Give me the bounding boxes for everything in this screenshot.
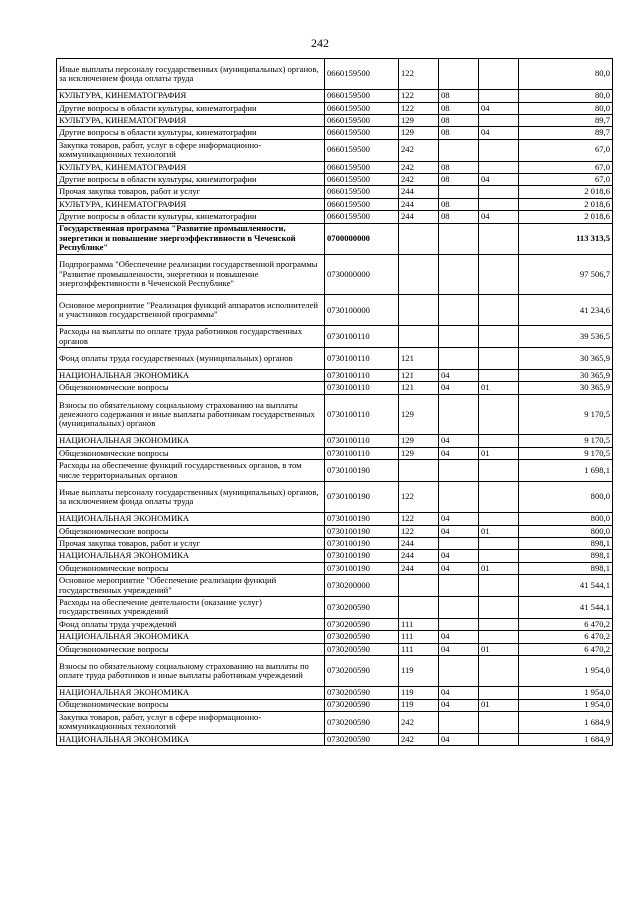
- row-expense-type: 119: [399, 655, 439, 686]
- row-target-code: 0730200590: [325, 687, 399, 699]
- row-section: 04: [439, 435, 479, 447]
- table-row: [57, 102, 613, 114]
- row-subsection: [479, 460, 519, 482]
- row-expense-type: 119: [399, 687, 439, 699]
- row-subsection: [479, 513, 519, 525]
- row-section: 04: [439, 687, 479, 699]
- row-expense-type: 111: [399, 643, 439, 655]
- row-target-code: 0700000000: [325, 223, 399, 254]
- row-section: 08: [439, 198, 479, 210]
- row-section: [439, 186, 479, 198]
- row-section: [439, 482, 479, 513]
- row-name: НАЦИОНАЛЬНАЯ ЭКОНОМИКА: [57, 733, 325, 745]
- row-subsection: 01: [479, 525, 519, 537]
- row-name: Иные выплаты персоналу государственных (муниципальных) органов, за исключением фонда оплаты труда: [57, 482, 325, 513]
- table-row: [57, 699, 613, 711]
- row-subsection: [479, 596, 519, 618]
- row-target-code: 0730100110: [325, 326, 399, 348]
- row-amount: 89,7: [519, 127, 613, 139]
- table-row: [57, 655, 613, 686]
- row-target-code: 0660159500: [325, 59, 399, 90]
- row-subsection: [479, 198, 519, 210]
- row-target-code: 0730100000: [325, 295, 399, 326]
- row-amount: 41 544,1: [519, 575, 613, 597]
- row-expense-type: 111: [399, 618, 439, 630]
- table-row: [57, 447, 613, 459]
- table-row: [57, 326, 613, 348]
- row-expense-type: [399, 326, 439, 348]
- table-row: [57, 711, 613, 733]
- table-row: [57, 370, 613, 382]
- row-target-code: 0730200590: [325, 655, 399, 686]
- row-subsection: [479, 435, 519, 447]
- row-target-code: 0730200000: [325, 575, 399, 597]
- table-row: [57, 631, 613, 643]
- row-target-code: 0660159500: [325, 186, 399, 198]
- row-expense-type: 129: [399, 394, 439, 435]
- table-row: [57, 482, 613, 513]
- row-target-code: 0660159500: [325, 139, 399, 161]
- row-subsection: [479, 537, 519, 549]
- row-subsection: [479, 733, 519, 745]
- row-expense-type: 122: [399, 102, 439, 114]
- row-name: Фонд оплаты труда учреждений: [57, 618, 325, 630]
- table-row: [57, 643, 613, 655]
- row-amount: 67,0: [519, 161, 613, 173]
- row-name: Фонд оплаты труда государственных (муниципальных) органов: [57, 348, 325, 370]
- row-section: [439, 326, 479, 348]
- row-target-code: 0660159500: [325, 127, 399, 139]
- row-expense-type: 121: [399, 382, 439, 394]
- row-target-code: 0730200590: [325, 711, 399, 733]
- table-row: [57, 348, 613, 370]
- row-name: Общеэкономические вопросы: [57, 699, 325, 711]
- row-expense-type: 242: [399, 161, 439, 173]
- row-section: [439, 223, 479, 254]
- row-section: 04: [439, 447, 479, 459]
- table-row: [57, 198, 613, 210]
- row-amount: 30 365,9: [519, 382, 613, 394]
- row-amount: 41 544,1: [519, 596, 613, 618]
- row-name: КУЛЬТУРА, КИНЕМАТОГРАФИЯ: [57, 90, 325, 102]
- row-subsection: [479, 394, 519, 435]
- table-row: [57, 596, 613, 618]
- row-expense-type: 119: [399, 699, 439, 711]
- row-amount: 89,7: [519, 114, 613, 126]
- row-amount: 80,0: [519, 102, 613, 114]
- row-name: НАЦИОНАЛЬНАЯ ЭКОНОМИКА: [57, 435, 325, 447]
- row-target-code: 0660159500: [325, 211, 399, 223]
- row-section: [439, 575, 479, 597]
- table-row: [57, 127, 613, 139]
- row-expense-type: 129: [399, 127, 439, 139]
- table-row: [57, 161, 613, 173]
- page-number: 242: [311, 36, 329, 50]
- row-target-code: 0730100110: [325, 435, 399, 447]
- row-amount: 898,1: [519, 550, 613, 562]
- row-section: [439, 537, 479, 549]
- table-row: [57, 562, 613, 574]
- row-expense-type: 122: [399, 525, 439, 537]
- row-expense-type: 242: [399, 139, 439, 161]
- row-name: Иные выплаты персоналу государственных (муниципальных) органов, за исключением фонда оплаты труда: [57, 59, 325, 90]
- row-expense-type: 122: [399, 90, 439, 102]
- row-name: Закупка товаров, работ, услуг в сфере информационно-коммуникационных технологий: [57, 139, 325, 161]
- row-expense-type: 122: [399, 482, 439, 513]
- row-name: Подпрограмма "Обеспечение реализации государственной программы "Развитие промышленности, энергетики и повышение энергоэффективности в Чеченской Республике": [57, 254, 325, 295]
- row-expense-type: 242: [399, 733, 439, 745]
- table-row: [57, 211, 613, 223]
- row-amount: 9 170,5: [519, 447, 613, 459]
- row-target-code: 0660159500: [325, 102, 399, 114]
- row-amount: 67,0: [519, 173, 613, 185]
- row-section: [439, 295, 479, 326]
- row-amount: 9 170,5: [519, 394, 613, 435]
- row-expense-type: 111: [399, 631, 439, 643]
- row-section: 04: [439, 370, 479, 382]
- table-row: [57, 382, 613, 394]
- row-section: 04: [439, 643, 479, 655]
- row-section: 08: [439, 102, 479, 114]
- row-section: 04: [439, 550, 479, 562]
- row-expense-type: [399, 223, 439, 254]
- row-target-code: 0730200590: [325, 596, 399, 618]
- row-section: 08: [439, 90, 479, 102]
- row-amount: 41 234,6: [519, 295, 613, 326]
- row-expense-type: 242: [399, 173, 439, 185]
- row-expense-type: 129: [399, 435, 439, 447]
- table-row: [57, 687, 613, 699]
- table-row: [57, 114, 613, 126]
- row-expense-type: 129: [399, 114, 439, 126]
- row-name: Другие вопросы в области культуры, кинематографии: [57, 211, 325, 223]
- table-row: [57, 186, 613, 198]
- row-section: [439, 596, 479, 618]
- row-amount: 6 470,2: [519, 643, 613, 655]
- row-amount: 113 313,5: [519, 223, 613, 254]
- row-section: [439, 254, 479, 295]
- table-row: [57, 537, 613, 549]
- row-target-code: 0660159500: [325, 198, 399, 210]
- row-subsection: [479, 114, 519, 126]
- row-expense-type: 244: [399, 198, 439, 210]
- row-subsection: [479, 326, 519, 348]
- row-amount: 1 954,0: [519, 687, 613, 699]
- row-target-code: 0660159500: [325, 161, 399, 173]
- row-target-code: 0730100110: [325, 447, 399, 459]
- row-amount: 39 536,5: [519, 326, 613, 348]
- row-target-code: 0730200590: [325, 643, 399, 655]
- row-target-code: 0730100190: [325, 537, 399, 549]
- row-amount: 898,1: [519, 537, 613, 549]
- row-amount: 2 018,6: [519, 198, 613, 210]
- row-subsection: [479, 186, 519, 198]
- row-name: НАЦИОНАЛЬНАЯ ЭКОНОМИКА: [57, 513, 325, 525]
- row-name: Государственная программа "Развитие промышленности, энергетики и повышение энергоэффективности в Чеченской Республике": [57, 223, 325, 254]
- row-section: 04: [439, 733, 479, 745]
- table-row: [57, 435, 613, 447]
- row-target-code: 0730100110: [325, 394, 399, 435]
- row-amount: 1 954,0: [519, 655, 613, 686]
- row-name: Прочая закупка товаров, работ и услуг: [57, 537, 325, 549]
- table-row: [57, 733, 613, 745]
- budget-table: [56, 58, 613, 746]
- row-section: 04: [439, 562, 479, 574]
- row-expense-type: 244: [399, 537, 439, 549]
- row-amount: 9 170,5: [519, 435, 613, 447]
- row-target-code: 0730100190: [325, 562, 399, 574]
- row-section: 08: [439, 114, 479, 126]
- row-target-code: 0730200590: [325, 631, 399, 643]
- row-expense-type: 121: [399, 370, 439, 382]
- row-section: [439, 711, 479, 733]
- row-subsection: 04: [479, 102, 519, 114]
- row-subsection: [479, 550, 519, 562]
- row-subsection: 04: [479, 173, 519, 185]
- table-row: [57, 59, 613, 90]
- row-section: 08: [439, 161, 479, 173]
- table-row: [57, 173, 613, 185]
- row-subsection: [479, 711, 519, 733]
- row-subsection: 01: [479, 562, 519, 574]
- row-subsection: 01: [479, 382, 519, 394]
- row-name: Закупка товаров, работ, услуг в сфере информационно-коммуникационных технологий: [57, 711, 325, 733]
- row-expense-type: 122: [399, 513, 439, 525]
- row-target-code: 0730100190: [325, 513, 399, 525]
- row-target-code: 0660159500: [325, 114, 399, 126]
- row-name: Другие вопросы в области культуры, кинематографии: [57, 173, 325, 185]
- row-amount: 1 698,1: [519, 460, 613, 482]
- row-subsection: [479, 254, 519, 295]
- row-target-code: 0730100110: [325, 370, 399, 382]
- row-expense-type: 244: [399, 562, 439, 574]
- row-section: [439, 460, 479, 482]
- row-section: 08: [439, 127, 479, 139]
- table-row: [57, 460, 613, 482]
- row-expense-type: 244: [399, 186, 439, 198]
- row-expense-type: [399, 295, 439, 326]
- row-amount: 2 018,6: [519, 186, 613, 198]
- row-section: [439, 59, 479, 90]
- row-name: КУЛЬТУРА, КИНЕМАТОГРАФИЯ: [57, 198, 325, 210]
- row-section: [439, 618, 479, 630]
- row-subsection: [479, 348, 519, 370]
- row-amount: 898,1: [519, 562, 613, 574]
- row-section: 04: [439, 382, 479, 394]
- row-amount: 6 470,2: [519, 631, 613, 643]
- row-target-code: 0730100110: [325, 382, 399, 394]
- row-amount: 800,0: [519, 513, 613, 525]
- table-row: [57, 618, 613, 630]
- row-target-code: 0730100190: [325, 525, 399, 537]
- row-subsection: [479, 618, 519, 630]
- row-expense-type: 244: [399, 211, 439, 223]
- row-amount: 1 684,9: [519, 711, 613, 733]
- row-name: НАЦИОНАЛЬНАЯ ЭКОНОМИКА: [57, 687, 325, 699]
- row-subsection: [479, 482, 519, 513]
- table-row: [57, 295, 613, 326]
- row-target-code: 0730100190: [325, 482, 399, 513]
- row-subsection: [479, 687, 519, 699]
- row-subsection: 01: [479, 699, 519, 711]
- row-amount: 97 506,7: [519, 254, 613, 295]
- table-row: [57, 254, 613, 295]
- row-name: Взносы по обязательному социальному страхованию на выплаты денежного содержания и иные выплаты работникам государственных (муниципальных) органов: [57, 394, 325, 435]
- row-name: Другие вопросы в области культуры, кинематографии: [57, 102, 325, 114]
- row-target-code: 0660159500: [325, 173, 399, 185]
- row-name: Прочая закупка товаров, работ и услуг: [57, 186, 325, 198]
- row-name: Взносы по обязательному социальному страхованию на выплаты по оплате труда работников и иные выплаты работникам учреждений: [57, 655, 325, 686]
- row-subsection: [479, 161, 519, 173]
- row-amount: 2 018,6: [519, 211, 613, 223]
- row-name: Общеэкономические вопросы: [57, 562, 325, 574]
- row-section: 04: [439, 525, 479, 537]
- row-expense-type: 122: [399, 59, 439, 90]
- row-name: НАЦИОНАЛЬНАЯ ЭКОНОМИКА: [57, 550, 325, 562]
- row-name: НАЦИОНАЛЬНАЯ ЭКОНОМИКА: [57, 370, 325, 382]
- row-section: 04: [439, 631, 479, 643]
- row-name: Общеэкономические вопросы: [57, 382, 325, 394]
- row-expense-type: 242: [399, 711, 439, 733]
- table-row: [57, 525, 613, 537]
- row-amount: 30 365,9: [519, 348, 613, 370]
- row-subsection: [479, 575, 519, 597]
- table-row: [57, 550, 613, 562]
- row-subsection: [479, 295, 519, 326]
- row-name: Расходы на выплаты по оплате труда работников государственных органов: [57, 326, 325, 348]
- row-target-code: 0730100110: [325, 348, 399, 370]
- row-section: [439, 655, 479, 686]
- row-name: Другие вопросы в области культуры, кинематографии: [57, 127, 325, 139]
- row-amount: 30 365,9: [519, 370, 613, 382]
- row-amount: 6 470,2: [519, 618, 613, 630]
- table-row: [57, 575, 613, 597]
- table-row: [57, 139, 613, 161]
- row-name: Общеэкономические вопросы: [57, 525, 325, 537]
- row-expense-type: 129: [399, 447, 439, 459]
- row-expense-type: [399, 596, 439, 618]
- row-name: КУЛЬТУРА, КИНЕМАТОГРАФИЯ: [57, 161, 325, 173]
- row-amount: 800,0: [519, 482, 613, 513]
- row-target-code: 0730200590: [325, 618, 399, 630]
- row-name: Общеэкономические вопросы: [57, 643, 325, 655]
- row-subsection: [479, 223, 519, 254]
- row-expense-type: 244: [399, 550, 439, 562]
- row-expense-type: [399, 254, 439, 295]
- row-subsection: 01: [479, 447, 519, 459]
- row-subsection: [479, 139, 519, 161]
- row-subsection: [479, 370, 519, 382]
- row-name: КУЛЬТУРА, КИНЕМАТОГРАФИЯ: [57, 114, 325, 126]
- row-section: [439, 348, 479, 370]
- row-subsection: 01: [479, 643, 519, 655]
- row-subsection: [479, 90, 519, 102]
- row-subsection: [479, 59, 519, 90]
- row-name: Общеэкономические вопросы: [57, 447, 325, 459]
- row-expense-type: [399, 575, 439, 597]
- row-subsection: [479, 631, 519, 643]
- budget-table-body: [57, 59, 613, 746]
- row-section: [439, 394, 479, 435]
- row-name: Основное мероприятие "Обеспечение реализации функций государственных учреждений": [57, 575, 325, 597]
- row-section: 08: [439, 173, 479, 185]
- row-expense-type: 121: [399, 348, 439, 370]
- row-amount: 80,0: [519, 59, 613, 90]
- row-target-code: 0730200590: [325, 699, 399, 711]
- row-name: Основное мероприятие "Реализация функций аппаратов исполнителей и участников государственной программы": [57, 295, 325, 326]
- row-amount: 800,0: [519, 525, 613, 537]
- row-subsection: 04: [479, 127, 519, 139]
- row-amount: 1 684,9: [519, 733, 613, 745]
- row-target-code: 0660159500: [325, 90, 399, 102]
- row-amount: 80,0: [519, 90, 613, 102]
- table-row: [57, 394, 613, 435]
- row-subsection: 04: [479, 211, 519, 223]
- row-name: Расходы на обеспечение деятельности (оказание услуг) государственных учреждений: [57, 596, 325, 618]
- table-row: [57, 223, 613, 254]
- row-name: НАЦИОНАЛЬНАЯ ЭКОНОМИКА: [57, 631, 325, 643]
- row-section: [439, 139, 479, 161]
- row-amount: 1 954,0: [519, 699, 613, 711]
- row-subsection: [479, 655, 519, 686]
- row-section: 04: [439, 699, 479, 711]
- row-section: 04: [439, 513, 479, 525]
- table-row: [57, 513, 613, 525]
- row-amount: 67,0: [519, 139, 613, 161]
- row-section: 08: [439, 211, 479, 223]
- row-target-code: 0730200590: [325, 733, 399, 745]
- row-target-code: 0730100190: [325, 460, 399, 482]
- row-expense-type: [399, 460, 439, 482]
- row-name: Расходы на обеспечение функций государственных органов, в том числе территориальных органов: [57, 460, 325, 482]
- row-target-code: 0730000000: [325, 254, 399, 295]
- table-row: [57, 90, 613, 102]
- row-target-code: 0730100190: [325, 550, 399, 562]
